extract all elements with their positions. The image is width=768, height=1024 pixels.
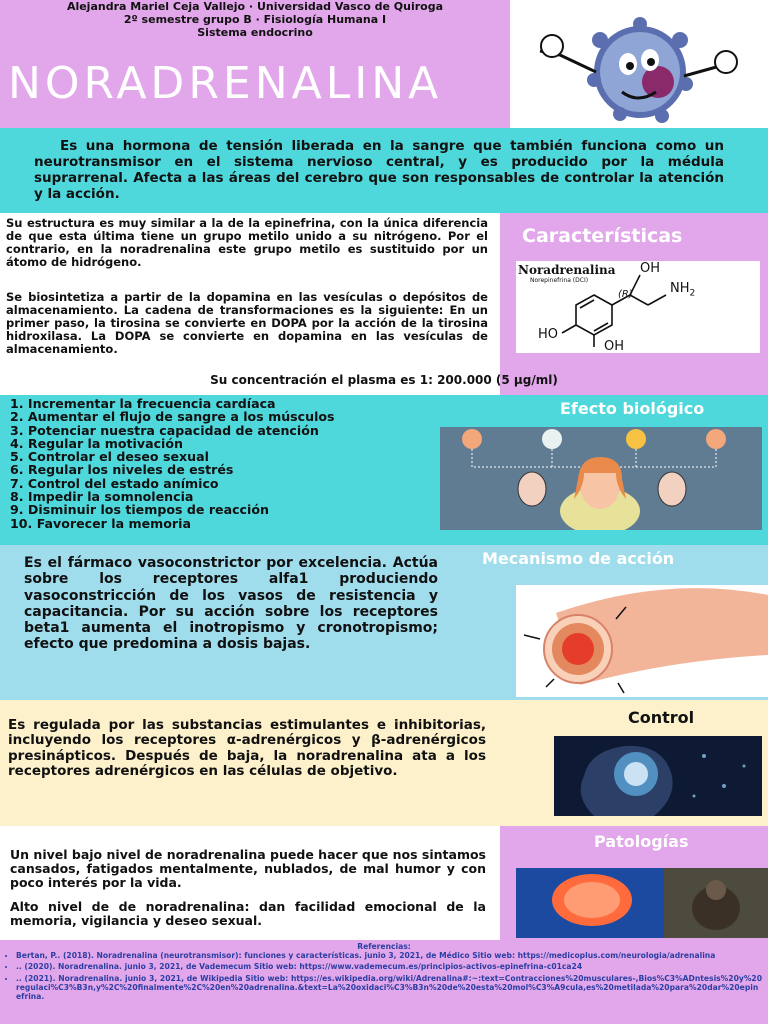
caracteristicas-section	[0, 213, 768, 395]
intro-section	[0, 128, 768, 213]
references-heading: Referencias:	[357, 942, 411, 951]
patologias-illustration	[516, 868, 768, 938]
efecto-section	[0, 395, 768, 545]
efecto-heading: Efecto biológico	[560, 399, 705, 418]
author-line-3: Sistema endocrino	[197, 26, 313, 39]
list-item: 3. Potenciar nuestra capacidad de atención	[10, 422, 319, 438]
list-item: 2. Aumentar el flujo de sangre a los músculos	[10, 409, 335, 425]
brain-and-sad-person-illustration	[516, 868, 768, 938]
mecanismo-text: Es el fármaco vasoconstrictor por excelencia. Actúa sobre los receptores alfa1 produciendo vasoconstricción de los vasos de resistencia y capacitancia. Por su acción sobre los receptores beta1 aumenta el inotropismo y cronotropismo; efecto que predomina a dosis bajas.	[24, 555, 438, 653]
molecule-panel	[516, 261, 760, 353]
molecule-oh-top: OH	[640, 261, 661, 276]
control-section	[0, 700, 768, 826]
header-section	[0, 0, 768, 128]
list-item: 10. Favorecer la memoria	[10, 515, 191, 531]
references-block	[6, 942, 762, 1003]
molecule-r-label: (R)	[618, 289, 633, 300]
list-item: 8. Impedir la somnolencia	[10, 489, 194, 505]
mecanismo-heading: Mecanismo de acción	[482, 549, 675, 568]
reference-item: • .. (2021). Noradrenalina. junio 3, 2021, de Wikipedia Sitio web: https://es.wikipedia.org/wiki/Adrenalina#:~:text=Contracciones%20musculares-,Bios%C3%ADntesis%20y%20regulaci%C3%B3n,y%2C%20finalmente%2C%20en%20adrenalina.&text=La%20oxidaci%C3%B3n%20de%20esta%20mol%C3%A9cula,es%20metilada%20para%20dar%20epinefrina.	[16, 974, 762, 1002]
efecto-illustration	[440, 427, 762, 530]
patologias-paragraph-1: Un nivel bajo nivel de noradrenalina puede hacer que nos sintamos cansados, fatigados mentalmente, nublados, de mal humor y con poco interés por la vida.	[10, 847, 486, 890]
control-text: Es regulada por las substancias estimulantes e inhibitorias, incluyendo los receptores α-adrenérgicos y β-adrenérgicos presinápticos. Después de baja, la noradrenalina ata a los receptores adrenérgicos en las células de objetivo.	[8, 717, 486, 780]
emotions-illustration	[440, 427, 762, 530]
list-item: 7. Control del estado anímico	[10, 475, 219, 491]
patologias-section	[0, 826, 768, 1024]
molecule-nh2: $NH_2$	[670, 281, 696, 299]
reference-item: • .. (2020). Noradrenalina. junio 3, 2021, de Vademecum Sitio web: https://www.vademecum.es/principios-activos-epinefrina-c01ca24	[16, 962, 762, 971]
mecanismo-illustration	[516, 585, 768, 697]
caracteristicas-heading: Características	[522, 225, 683, 247]
reference-item: • Bertan, P.. (2018). Noradrenalina (neurotransmisor): funciones y características. junio 3, 2021, de Médico Sitio web: https://medicoplus.com/neurologia/adrenalina	[16, 951, 762, 960]
molecule-name: Noradrenalina	[518, 263, 616, 277]
control-illustration	[554, 736, 762, 816]
author-line-1: Alejandra Mariel Ceja Vallejo · Universidad Vasco de Quiroga	[66, 0, 444, 13]
mascot-panel	[510, 0, 768, 128]
list-item: 1. Incrementar la frecuencia cardíaca	[10, 396, 276, 411]
list-item: 9. Disminuir los tiempos de reacción	[10, 502, 269, 518]
molecule-subname: Norepinefrina (DCI)	[530, 277, 589, 284]
concentration-text: Su concentración el plasma es 1: 200.000 (5 µg/ml)	[210, 373, 558, 387]
patologias-heading: Patologías	[594, 832, 689, 851]
mecanismo-section	[0, 545, 768, 700]
caracteristicas-paragraph-1: Su estructura es muy similar a la de la epinefrina, con la única diferencia de que esta última tiene un grupo metilo unido a su nitrógeno. Por el contrario, en la noradrenalina este grupo metilo es sustituido por un átomo de hidrógeno.	[6, 216, 488, 269]
patologias-paragraph-2: Alto nivel de de noradrenalina: dan facilidad emocional de la memoria, vigilancia y deseo sexual.	[10, 899, 486, 928]
caracteristicas-paragraph-2: Se biosintetiza a partir de la dopamina en las vesículas o depósitos de almacenamiento. La cadena de transformaciones es la siguiente: En un primer paso, la tirosina se convierte en DOPA por la acción de la tirosina hidroxilasa. La DOPA se convierte en dopamina en las vesículas de almacenamiento.	[6, 290, 488, 356]
list-item: 6. Regular los niveles de estrés	[10, 462, 234, 478]
control-heading: Control	[628, 708, 695, 727]
list-item: 5. Controlar el deseo sexual	[10, 449, 209, 465]
blood-vessel-illustration	[516, 585, 768, 697]
brain-head-illustration	[554, 736, 762, 816]
author-line-2: 2º semestre grupo B · Fisiología Humana I	[123, 13, 387, 26]
molecule-oh-bottom: OH	[604, 339, 625, 354]
neuron-mascot-icon	[510, 0, 768, 128]
intro-text: Es una hormona de tensión liberada en la sangre que también funciona como un neurotransmisor en el sistema nervioso central, y es producido por la médula suprarrenal. Afecta a las áreas del cerebro que son responsables de controlar la atención y la acción.	[34, 138, 724, 202]
list-item: 4. Regular la motivación	[10, 435, 183, 451]
efecto-list	[10, 397, 335, 530]
molecule-ho: HO	[538, 327, 559, 342]
page-title: NORADRENALINA	[8, 58, 443, 109]
references-list	[6, 951, 762, 1001]
